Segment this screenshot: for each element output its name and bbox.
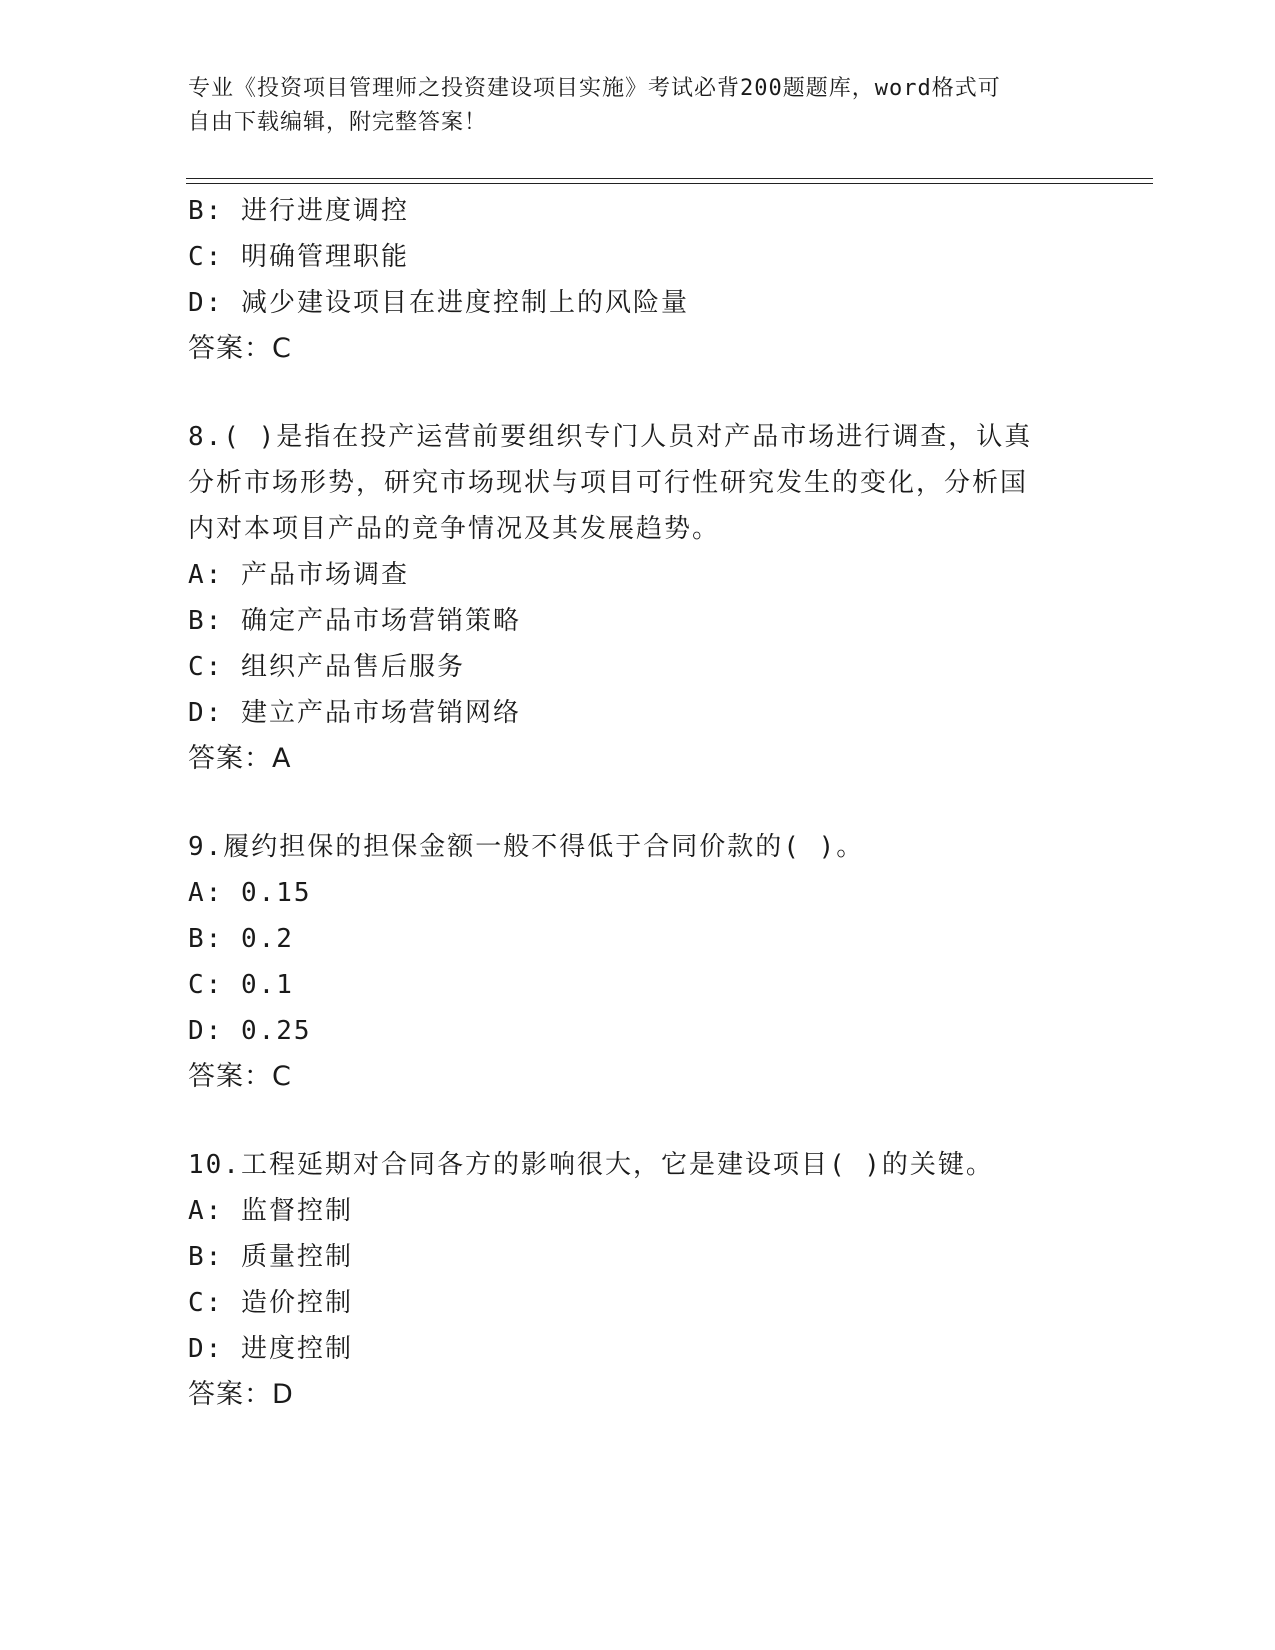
q8-option-c: C: 组织产品售后服务 [188, 652, 465, 682]
spacer [188, 372, 1088, 414]
q9-option-a: A: 0.15 [188, 878, 312, 908]
q10-option-a: A: 监督控制 [188, 1196, 353, 1226]
q9-option-c: C: 0.1 [188, 970, 294, 1000]
question-7 [188, 188, 1088, 372]
q7-option-b: B: 进行进度调控 [188, 196, 409, 226]
question-9 [188, 824, 1088, 1100]
q9-option-b: B: 0.2 [188, 924, 294, 954]
q7-option-d: D: 减少建设项目在进度控制上的风险量 [188, 288, 689, 318]
q9-stem-line-1: 9.履约担保的担保金额一般不得低于合同价款的( )。 [188, 832, 865, 862]
q7-option-c: C: 明确管理职能 [188, 242, 409, 272]
q10-option-d: D: 进度控制 [188, 1334, 353, 1364]
header-divider-top [186, 178, 1153, 179]
spacer [188, 1100, 1088, 1142]
header-line-1: 专业《投资项目管理师之投资建设项目实施》考试必背200题题库，word格式可 [188, 76, 1001, 101]
q10-option-c: C: 造价控制 [188, 1288, 353, 1318]
q8-stem-line-1: 8.( )是指在投产运营前要组织专门人员对产品市场进行调查，认真 [188, 422, 1033, 452]
question-10 [188, 1142, 1088, 1418]
header-divider-bottom [186, 183, 1153, 184]
q9-option-d: D: 0.25 [188, 1016, 312, 1046]
q8-stem-line-2: 分析市场形势，研究市场现状与项目可行性研究发生的变化，分析国 [188, 468, 1029, 498]
q8-answer: 答案：A [188, 743, 292, 774]
q10-option-b: B: 质量控制 [188, 1242, 353, 1272]
question-content [188, 188, 1088, 1418]
q7-answer: 答案：C [188, 333, 292, 364]
q8-option-a: A: 产品市场调查 [188, 560, 409, 590]
q8-stem-line-3: 内对本项目产品的竞争情况及其发展趋势。 [188, 514, 721, 544]
spacer [188, 782, 1088, 824]
q10-stem-line-1: 10.工程延期对合同各方的影响很大，它是建设项目( )的关键。 [188, 1150, 994, 1180]
q10-answer: 答案：D [188, 1379, 294, 1410]
header-line-2: 自由下载编辑，附完整答案！ [188, 110, 488, 135]
document-header [188, 72, 1088, 140]
question-8 [188, 414, 1088, 782]
q9-answer: 答案：C [188, 1061, 292, 1092]
q8-option-b: B: 确定产品市场营销策略 [188, 606, 521, 636]
q8-option-d: D: 建立产品市场营销网络 [188, 698, 521, 728]
